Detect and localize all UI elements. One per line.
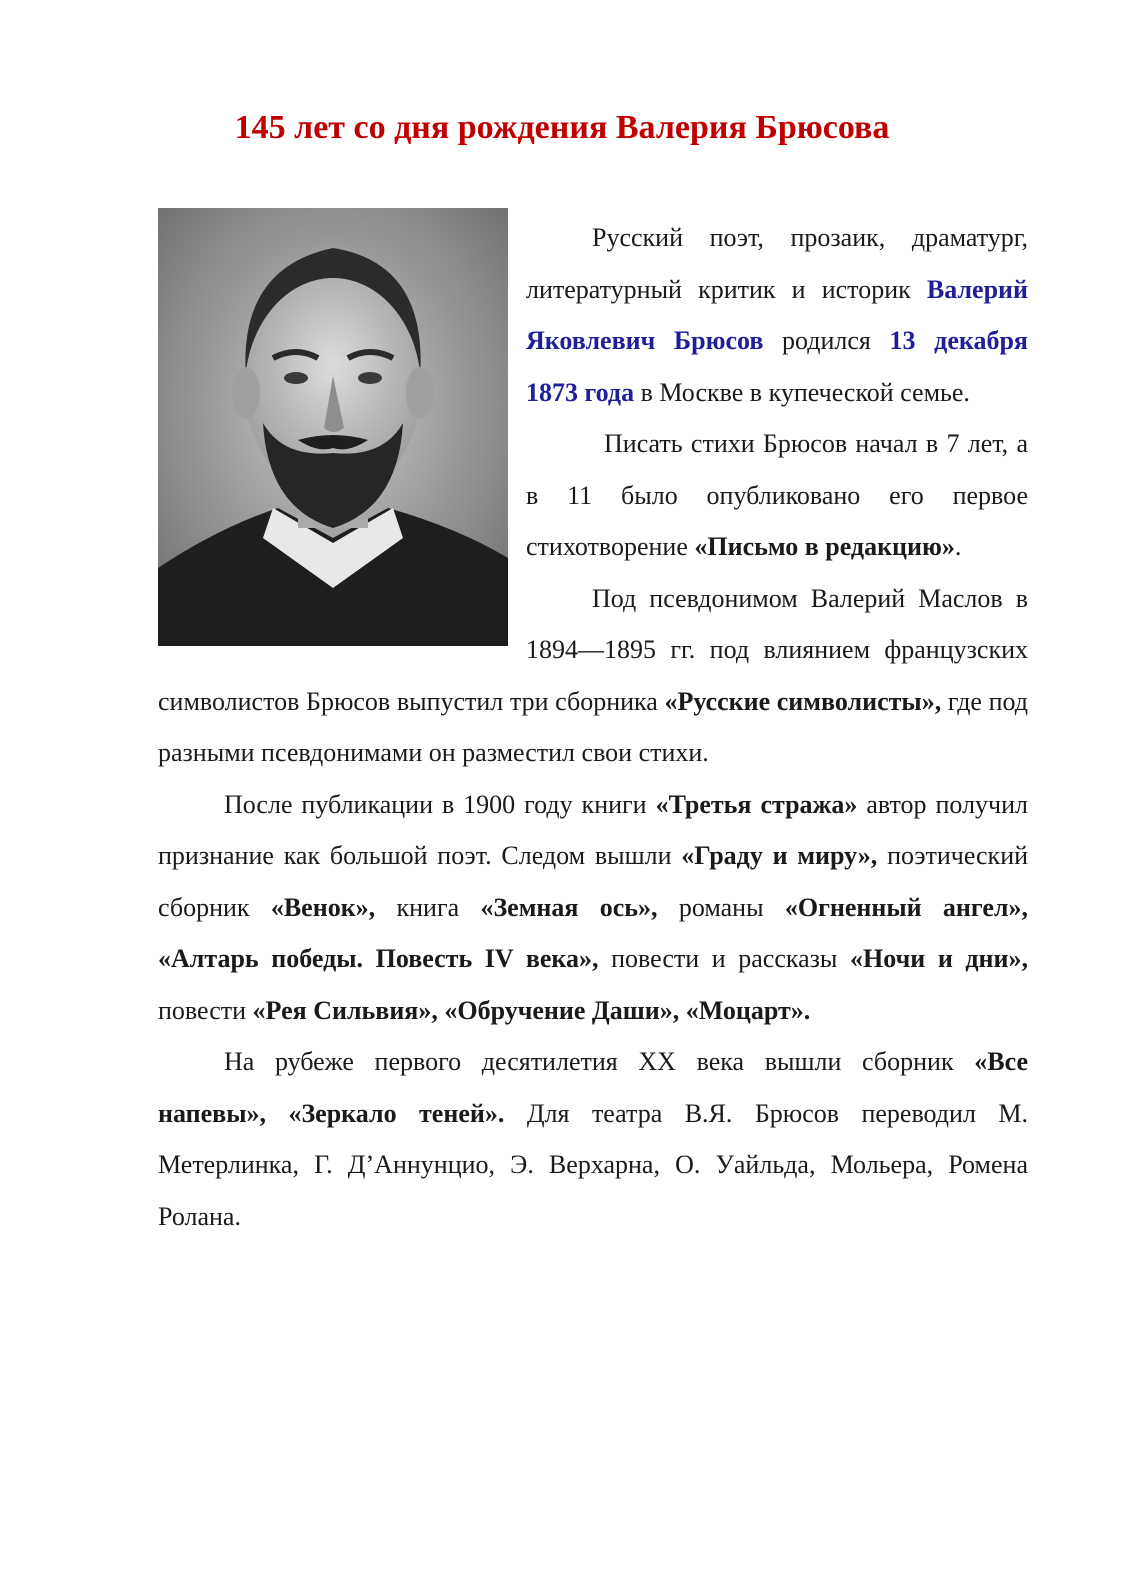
work-title: «Третья стража» [655, 789, 858, 819]
text: . [954, 532, 962, 561]
text: в Москве в купеческой семье. [634, 377, 970, 407]
article-body [158, 212, 1028, 1242]
page-title: 145 лет со дня рождения Валерия Брюсова [234, 109, 890, 146]
text: повести [158, 995, 253, 1025]
work-title: «Русские символисты», [664, 686, 942, 716]
work-title: «Письмо в редакцию» [694, 532, 955, 561]
work-title: «Земная ось», [480, 892, 658, 922]
text: После публикации в 1900 году книги [224, 789, 656, 819]
text: повести и рассказы [598, 944, 851, 973]
text: романы [657, 892, 785, 922]
work-title: «Ночи и дни», [850, 944, 1029, 973]
photo-spacer [158, 212, 526, 654]
birth-date: 13 декабря 1873 года [526, 326, 1028, 407]
text: На рубеже первого десятилетия XX века вышли сборник [224, 1047, 975, 1076]
text: Под псевдонимом Валерий Маслов в 1894—1895 гг. под влиянием французских символистов Брюсов выпустил три сборника [158, 583, 1028, 716]
text: Русский поэт, прозаик, драматург, литературный критик и историк [526, 223, 1028, 304]
text: Для театра В.Я. Брюсов переводил М. Метерлинка, Г. Д’Аннунцио, Э. Верхарна, О. Уайльда, Мольера, Ромена Ролана. [158, 1098, 1028, 1231]
work-title: «Все напевы», «Зеркало теней». [158, 1047, 1028, 1128]
work-title: «Рея Сильвия», «Обручение Даши», «Моцарт». [252, 995, 811, 1025]
work-title: «Венок», [270, 892, 376, 922]
text: Писать стихи Брюсов начал в 7 лет, а в 11 было опубликовано его первое стихотворение [526, 429, 1028, 561]
text: поэтический сборник [158, 841, 1029, 922]
text: где под разными псевдонимами он разместил свои стихи. [158, 686, 1029, 767]
text: родился [763, 326, 890, 355]
person-name: Валерий Яковлевич Брюсов [526, 274, 1028, 355]
work-title: «Огненный ангел», «Алтарь победы. Повесть IV века», [158, 892, 1028, 973]
text: книга [375, 892, 481, 922]
work-title: «Граду и миру», [681, 841, 878, 870]
paragraph-translations [158, 1036, 1028, 1242]
paragraph-recognition [158, 779, 1028, 1037]
text: автор получил признание как большой поэт. Следом вышли [158, 789, 1029, 870]
